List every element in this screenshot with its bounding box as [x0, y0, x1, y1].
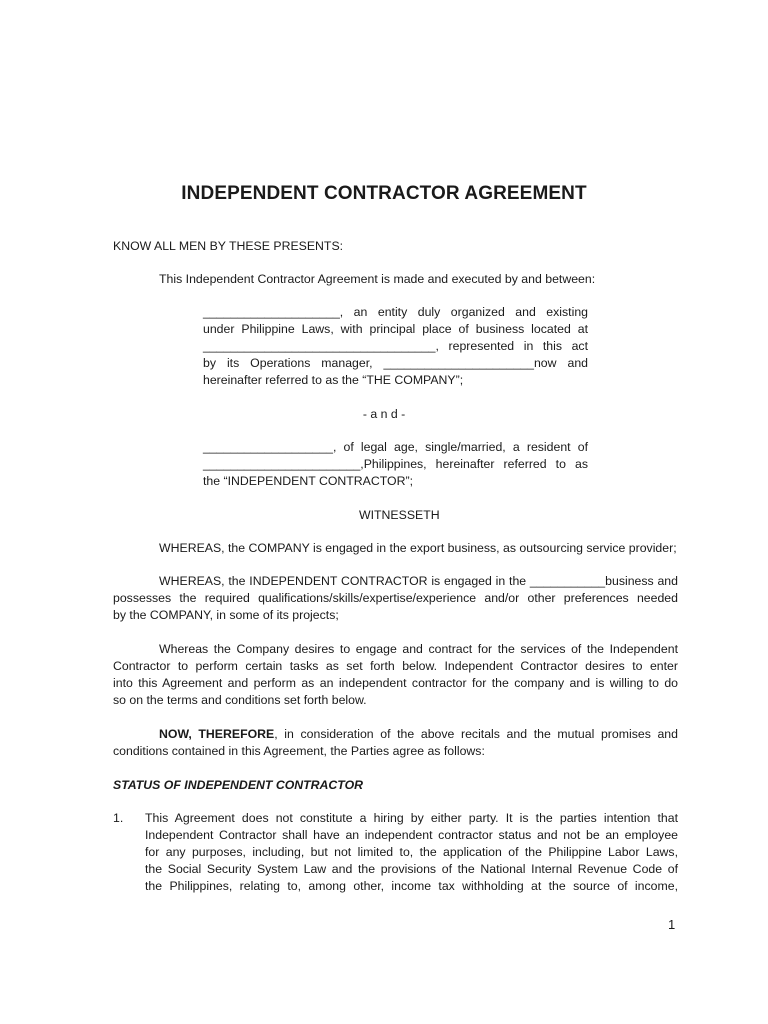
- list-item-line: the Social Security System Law and the provisions of the National Internal Revenue Code of: [145, 862, 678, 876]
- whereas-1: WHEREAS, the COMPANY is engaged in the export business, as outsourcing service provider;: [159, 541, 677, 555]
- list-item-line: for any purposes, including, but not limited to, the application of the Philippine Labor Laws,: [145, 845, 678, 859]
- contractor-line: _______________________,Philippines, hereinafter referred to as: [203, 457, 588, 471]
- now-therefore-line: [113, 726, 678, 743]
- list-item-1: [145, 810, 678, 895]
- intro-paragraph: This Independent Contractor Agreement is made and executed by and between:: [159, 272, 596, 286]
- know-all-men-line: KNOW ALL MEN BY THESE PRESENTS:: [113, 239, 344, 253]
- company-line: by its Operations manager, ______________________now and: [203, 356, 588, 370]
- witnesseth-heading: WITNESSETH: [359, 508, 440, 522]
- whereas-3-line: so on the terms and conditions set forth below.: [113, 693, 367, 707]
- whereas-2: [113, 573, 678, 624]
- document-title: INDEPENDENT CONTRACTOR AGREEMENT: [181, 183, 587, 204]
- whereas-3: [113, 641, 678, 709]
- list-item-line: the Philippines, relating to, among other, income tax withholding at the source of income,: [145, 879, 678, 893]
- page-number: 1: [668, 917, 676, 932]
- whereas-3-line: into this Agreement and perform as an independent contractor for the company and is willing to do: [113, 676, 678, 690]
- company-line: hereinafter referred to as the “THE COMPANY”;: [203, 373, 464, 387]
- list-item-line: This Agreement does not constitute a hiring by either party. It is the parties intention that: [145, 811, 678, 825]
- now-therefore-line: conditions contained in this Agreement, the Parties agree as follows:: [113, 744, 485, 758]
- and-separator: - a n d -: [362, 407, 406, 421]
- whereas-2-line: by the COMPANY, in some of its projects;: [113, 608, 339, 622]
- whereas-2-line: possesses the required qualifications/skills/expertise/experience and/or other preferences needed: [113, 591, 678, 605]
- contractor-line: ___________________, of legal age, single/married, a resident of: [203, 440, 588, 454]
- company-line: __________________________________, represented in this act: [203, 339, 588, 353]
- company-line: ____________________, an entity duly organized and existing: [203, 305, 588, 319]
- whereas-3-line: Whereas the Company desires to engage and contract for the services of the Independent: [159, 642, 678, 656]
- now-therefore-paragraph: [113, 726, 678, 760]
- whereas-3-line: Contractor to perform certain tasks as set forth below. Independent Contractor desires to enter: [113, 659, 678, 673]
- list-item-line: Independent Contractor shall have an independent contractor status and not be an employee: [145, 828, 678, 842]
- section-heading-status: STATUS OF INDEPENDENT CONTRACTOR: [113, 778, 364, 792]
- company-line: under Philippine Laws, with principal place of business located at: [203, 322, 588, 336]
- contractor-block: [203, 439, 588, 490]
- contractor-line: the “INDEPENDENT CONTRACTOR”;: [203, 474, 413, 488]
- now-therefore-emphasis: NOW, THEREFORE: [159, 727, 275, 741]
- list-item-number: 1.: [113, 811, 124, 825]
- whereas-2-line: WHEREAS, the INDEPENDENT CONTRACTOR is engaged in the ___________business and: [159, 574, 678, 588]
- company-block: [203, 304, 588, 389]
- now-therefore-text: , in consideration of the above recitals and the mutual promises and: [274, 727, 678, 741]
